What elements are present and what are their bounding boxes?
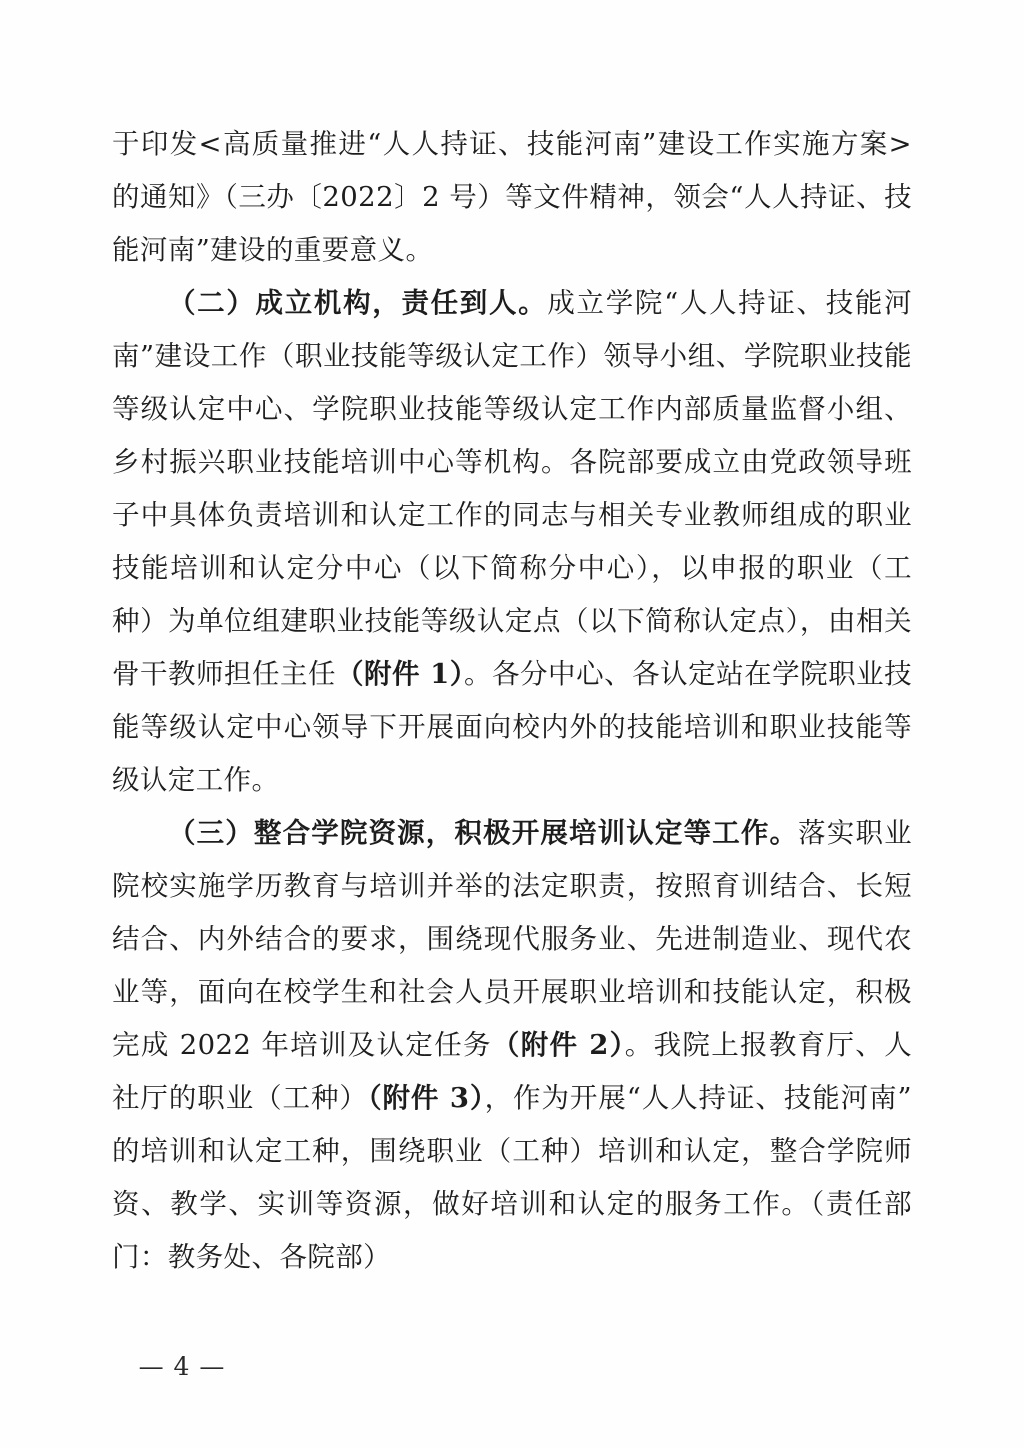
paragraph-continuation-text: 于印发<高质量推进“人人持证、技能河南”建设工作实施方案>的通知》（三办〔2022〕2 号）等文件精神，领会“人人持证、技能河南”建设的重要意义。: [112, 128, 912, 266]
paragraph-continuation: [112, 118, 912, 277]
document-body: [112, 118, 912, 1284]
section-three-text-part2: 。我院上报教育厅、人社厅的职业（工种）: [112, 1029, 913, 1114]
paragraph-section-two: [112, 277, 912, 807]
section-three-heading: （三）整合学院资源，积极开展培训认定等工作。: [168, 817, 799, 849]
paragraph-section-three: [112, 807, 912, 1284]
page-number: — 4 —: [138, 1352, 226, 1381]
section-three-attachment-2: （附件 2）: [491, 1029, 625, 1061]
page-footer: [0, 1352, 1024, 1381]
section-three-text-part3: ，作为开展“人人持证、技能河南”的培训和认定工种，围绕职业（工种）培训和认定，整合学院师资、教学、实训等资源，做好培训和认定的服务工作。（责任部门：教务处、各院部）: [112, 1082, 912, 1273]
section-two-heading: （二）成立机构，责任到人。: [168, 287, 548, 319]
section-two-attachment-1: （附件 1）: [336, 658, 465, 690]
section-two-text-part2: 。各分中心、各认定站在学院职业技能等级认定中心领导下开展面向校内外的技能培训和职业技能等级认定工作。: [112, 658, 913, 796]
section-two-text-part1: 成立学院“人人持证、技能河南”建设工作（职业技能等级认定工作）领导小组、学院职业技能等级认定中心、学院职业技能等级认定工作内部质量监督小组、乡村振兴职业技能培训中心等机构。各院部要成立由党政领导班子中具体负责培训和认定工作的同志与相关专业教师组成的职业技能培训和认定分中心（以下简称分中心），以申报的职业（工种）为单位组建职业技能等级认定点（以下简称认定点），由相关骨干教师担任主任: [112, 287, 912, 690]
section-three-text-part1: 落实职业院校实施学历教育与培训并举的法定职责，按照育训结合、长短结合、内外结合的要求，围绕现代服务业、先进制造业、现代农业等，面向在校学生和社会人员开展职业培训和技能认定，积极完成 2022 年培训及认定任务: [112, 817, 912, 1061]
section-three-attachment-3: （附件 3）: [367, 1082, 485, 1114]
